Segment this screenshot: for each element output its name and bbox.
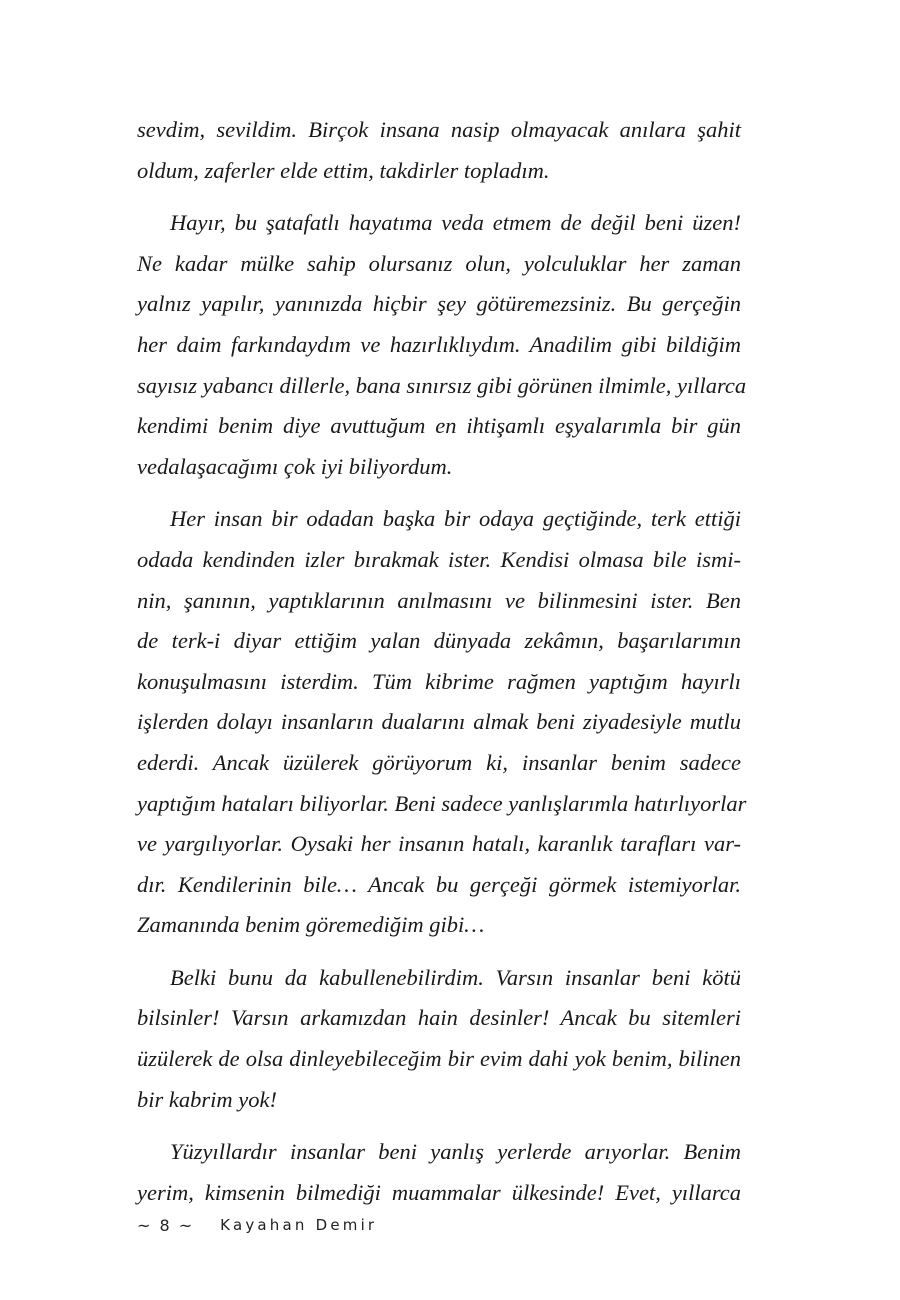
- text-line: yalnız yapılır, yanınızda hiçbir şey götüremezsiniz. Bu gerçeğin: [137, 291, 741, 317]
- text-line: bir kabrim yok!: [137, 1086, 277, 1112]
- text-line: üzülerek de olsa dinleyebileceğim bir evim dahi yok benim, bilinen: [137, 1046, 741, 1072]
- paragraph: [137, 203, 747, 487]
- paragraph: [137, 110, 741, 191]
- text-line: her daim farkındaydım ve hazırlıklıydım. Anadilim gibi bildiğim: [137, 331, 741, 357]
- text-line: bilsinler! Varsın arkamızdan hain desinler! Ancak bu sitemleri: [137, 1005, 741, 1031]
- text-line: nin, şanının, yaptıklarının anılmasını ve bilinmesini ister. Ben: [137, 587, 741, 613]
- text-line: yerim, kimsenin bilmediği muammalar ülkesinde! Evet, yıllarca: [137, 1179, 741, 1205]
- text-line: Hayır, bu şatafatlı hayatıma veda etmem de değil beni üzen!: [170, 210, 741, 236]
- text-line: Ne kadar mülke sahip olursanız olun, yolculuklar her zaman: [137, 250, 741, 276]
- text-line: dır. Kendilerinin bile… Ancak bu gerçeği görmek istemiyorlar.: [137, 871, 741, 897]
- text-line: sayısız yabancı dillerle, bana sınırsız gibi görünen ilmimle, yıllarca: [137, 372, 747, 398]
- paragraph: [137, 958, 741, 1120]
- page-number: ~ 8 ~: [137, 1215, 195, 1235]
- text-line: ederdi. Ancak üzülerek görüyorum ki, insanlar benim sadece: [137, 749, 741, 775]
- text-line: konuşulmasını isterdim. Tüm kibrime rağmen yaptığım hayırlı: [137, 668, 741, 694]
- text-line: Her insan bir odadan başka bir odaya geçtiğinde, terk ettiği: [170, 506, 741, 532]
- text-line: sevdim, sevildim. Birçok insana nasip olmayacak anılara şahit: [137, 117, 741, 142]
- text-line: kendimi benim diye avuttuğum en ihtişamlı eşyalarımla bir gün: [137, 413, 741, 439]
- text-line: Yüzyıllardır insanlar beni yanlış yerlerde arıyorlar. Benim: [170, 1139, 741, 1165]
- paragraph: [137, 1132, 741, 1213]
- text-line: vedalaşacağımı çok iyi biliyordum.: [137, 453, 453, 479]
- text-line: oldum, zaferler elde ettim, takdirler topladım.: [137, 157, 550, 183]
- page-footer: [137, 1212, 377, 1238]
- text-line: de terk-i diyar ettiğim yalan dünyada zekâmın, başarılarımın: [137, 628, 741, 654]
- text-line: Belki bunu da kabullenebilirdim. Varsın insanlar beni kötü: [170, 964, 741, 990]
- text-line: işlerden dolayı insanların dualarını almak beni ziyadesiyle mutlu: [137, 709, 741, 735]
- text-line: ve yargılıyorlar. Oysaki her insanın hatalı, karanlık tarafları var-: [137, 831, 741, 857]
- text-line: odada kendinden izler bırakmak ister. Kendisi olmasa bile ismi-: [137, 546, 741, 572]
- paragraph: [137, 499, 747, 946]
- text-line: Zamanında benim göremediğim gibi…: [137, 912, 485, 938]
- author-name: Kayahan Demir: [220, 1216, 378, 1234]
- text-line: yaptığım hataları biliyorlar. Beni sadece yanlışlarımla hatırlıyorlar: [137, 790, 747, 816]
- body-text: [137, 110, 747, 1225]
